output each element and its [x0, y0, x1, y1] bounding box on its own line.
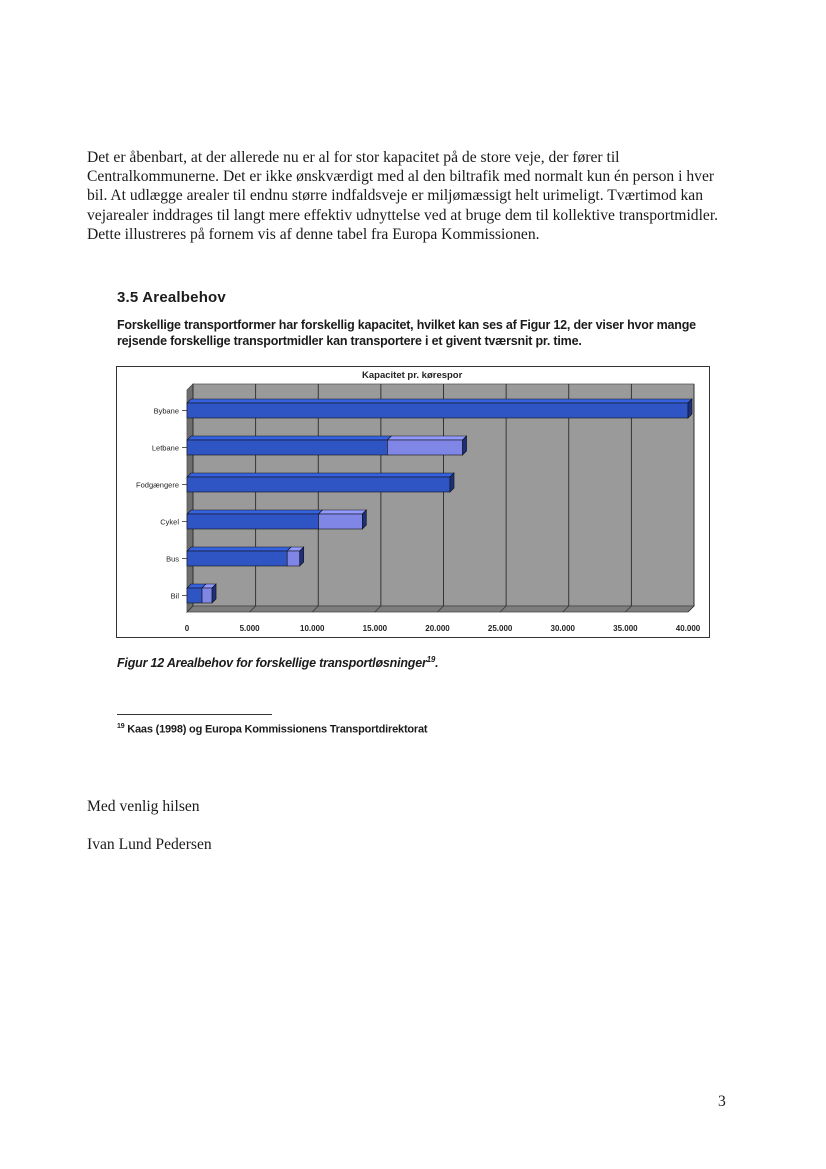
chart-frame [116, 366, 710, 638]
chart-bar [187, 514, 319, 529]
chart-category-label: Fodgængere [136, 480, 179, 490]
chart-x-tick-label: 40.000 [675, 624, 701, 633]
chart-bar-top [319, 510, 367, 514]
footnote-text: Kaas (1998) og Europa Kommissionens Transportdirektorat [124, 723, 428, 736]
chart-x-tick-label: 15.000 [362, 624, 388, 633]
chart-bar [187, 551, 287, 566]
chart-category-label: Bybane [153, 406, 179, 416]
chart-title: Kapacitet pr. kørespor [362, 370, 463, 381]
intro-paragraph: Det er åbenbart, at der allerede nu er al for stor kapacitet på de store veje, der fører til Centralkommunerne. Det er ikke ønskværdigt med al den biltrafik med normalt kun én person i hver bil. At udlægge arealer til endnu større indfaldsveje er miljømæssigt helt urimeligt. Tværtimod kan vejarealer inddrages til langt mere effektiv udnyttelse ved at bruge dem til kollektive transportmidler. Dette illustreres på fornem vis af denne tabel fra Europa Kommissionen. [87, 149, 719, 243]
chart-bar-top [387, 436, 466, 440]
chart-bar-top [187, 473, 454, 477]
footnote [117, 723, 427, 736]
chart-bar [187, 440, 387, 455]
chart-x-tick-label: 10.000 [300, 624, 325, 633]
capacity-chart [117, 367, 709, 637]
chart-bar [187, 403, 688, 418]
figure-caption [117, 655, 438, 670]
footnote-marker: 19 [117, 723, 125, 730]
chart-bar-top [187, 510, 323, 514]
chart-x-tick-label: 25.000 [487, 624, 513, 633]
signature-name: Ivan Lund Pedersen [87, 836, 212, 853]
chart-category-label: Cykel [160, 517, 179, 527]
footnote-divider [117, 714, 272, 715]
chart-x-tick-label: 5.000 [239, 624, 260, 633]
chart-bar-top [187, 436, 391, 440]
closing-greeting: Med venlig hilsen [87, 798, 200, 815]
section-description: Forskellige transportformer har forskellig kapacitet, hvilket kan ses af Figur 12, der viser hvor mange rejsende forskellige transportmidler kan transportere i et givent tværsnit pr. time. [117, 318, 696, 348]
chart-category-label: Bil [170, 591, 179, 601]
caption-text: Figur 12 Arealbehov for forskellige transportløsninger [117, 656, 427, 671]
chart-category-label: Letbane [151, 443, 179, 453]
chart-bar [319, 514, 363, 529]
chart-bar-top [187, 547, 291, 551]
chart-bar [187, 477, 450, 492]
chart-x-tick-label: 30.000 [550, 624, 575, 633]
chart-bar [387, 440, 462, 455]
chart-x-tick-label: 35.000 [613, 624, 638, 633]
caption-suffix: . [435, 656, 439, 671]
caption-footnote-ref: 19 [426, 655, 436, 664]
chart-x-tick-label: 0 [184, 624, 190, 633]
page-number: 3 [718, 1093, 726, 1110]
section-title: 3.5 Arealbehov [117, 289, 226, 306]
chart-bar [202, 588, 212, 603]
chart-bar-top [187, 399, 692, 403]
chart-category-label: Bus [166, 554, 179, 564]
chart-bar [187, 588, 202, 603]
chart-bar [287, 551, 300, 566]
chart-x-tick-label: 20.000 [425, 624, 450, 633]
